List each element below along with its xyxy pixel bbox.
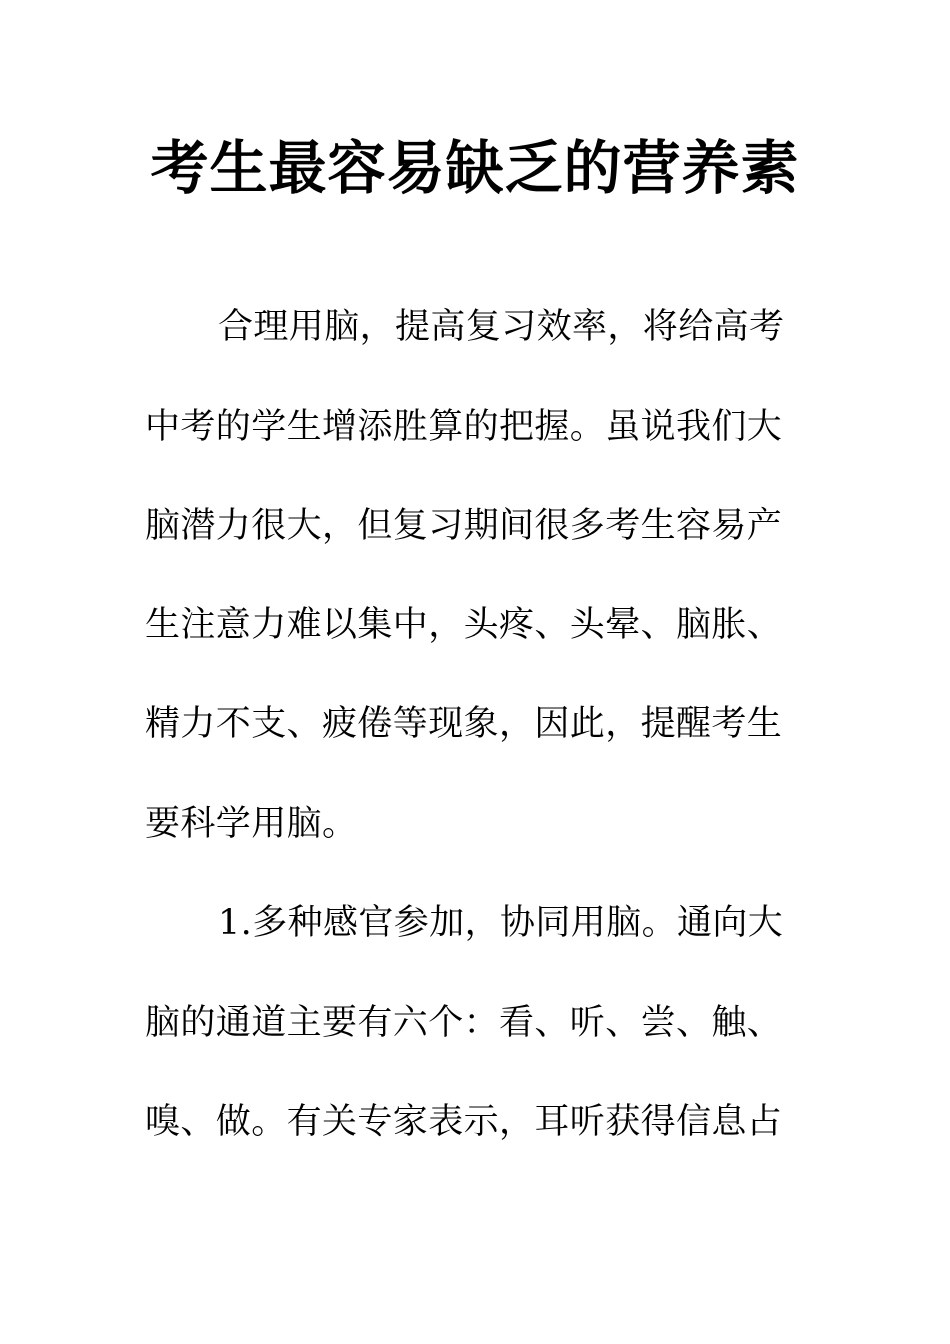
paragraph-line: 1.多种感官参加，协同用脑。通向大	[218, 903, 784, 943]
paragraph-line: 嗅、做。有关专家表示，耳听获得信息占	[145, 1102, 783, 1142]
document-title: 考生最容易缺乏的营养素	[150, 134, 800, 202]
paragraph-line: 脑潜力很大，但复习期间很多考生容易产	[145, 506, 783, 546]
paragraph-line: 中考的学生增添胜算的把握。虽说我们大	[145, 407, 783, 447]
paragraph-line: 精力不支、疲倦等现象，因此，提醒考生	[145, 704, 783, 744]
paragraph-line: 生注意力难以集中，头疼、头晕、脑胀、	[145, 605, 783, 645]
paragraph-line: 脑的通道主要有六个：看、听、尝、触、	[145, 1003, 783, 1043]
paragraph-line: 要科学用脑。	[145, 804, 358, 844]
paragraph-line: 合理用脑，提高复习效率，将给高考	[218, 307, 785, 347]
